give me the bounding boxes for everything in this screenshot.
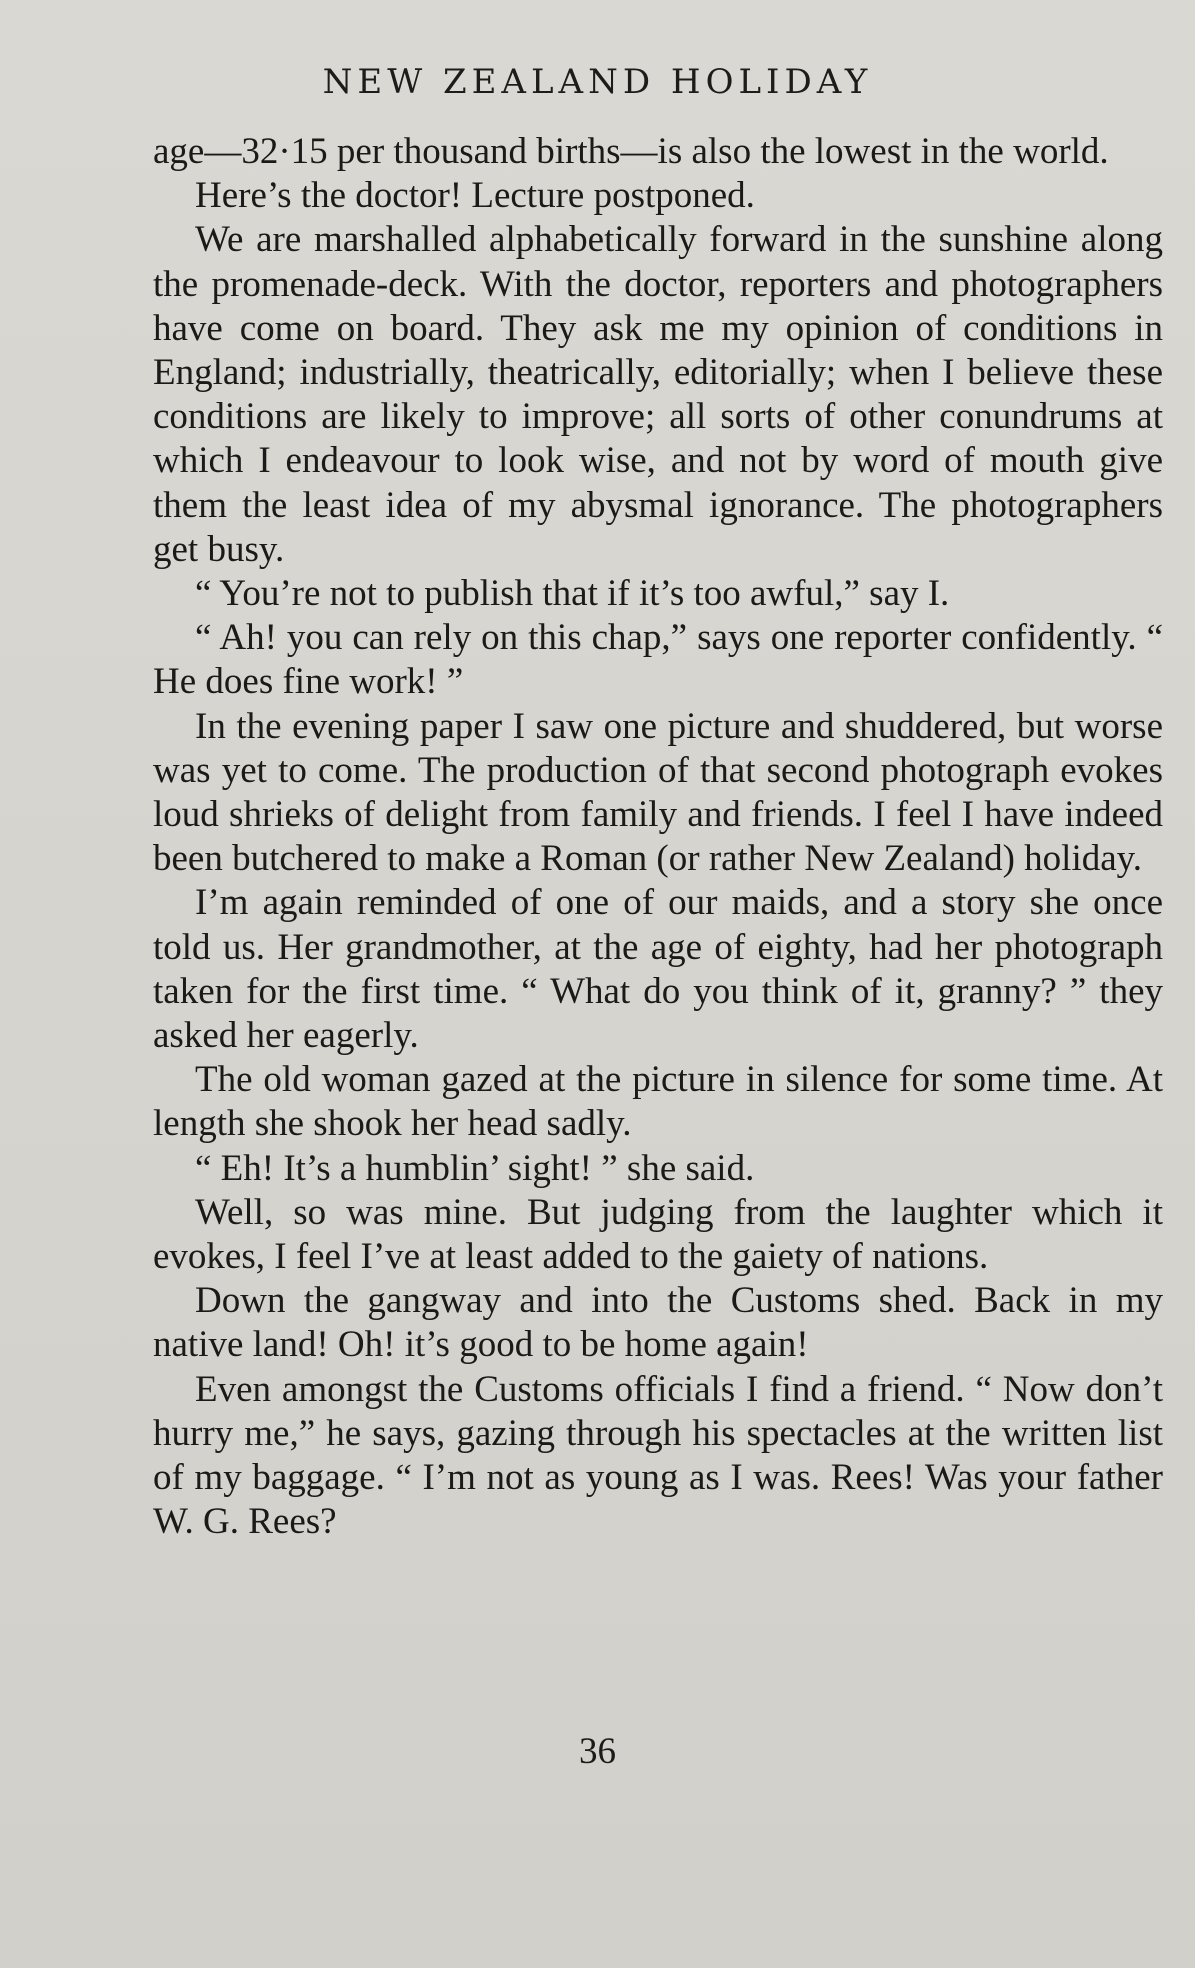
paragraph: Even amongst the Customs officials I find a friend. “ Now don’t hurry me,” he says, gazing through his spectacles at the written list of my baggage. “ I’m not as young as I was. Rees! Was your father W. G. Rees?	[153, 1368, 1163, 1543]
paragraph: “ Eh! It’s a humblin’ sight! ” she said.	[195, 1147, 755, 1189]
paragraph: I’m again reminded of one of our maids, and a story she once told us. Her grandmother, at the age of eighty, had her photograph taken for the first time. “ What do you think of it, granny? ” they asked her eagerly.	[153, 882, 1163, 1057]
paragraph: Here’s the doctor! Lecture postponed.	[195, 175, 755, 217]
paragraph: “ You’re not to publish that if it’s too awful,” say I.	[195, 573, 950, 615]
paragraph: “ Ah! you can rely on this chap,” says one reporter confidently. “ He does fine work! ”	[153, 617, 1163, 703]
paragraph: Down the gangway and into the Customs shed. Back in my native land! Oh! it’s good to be home again!	[153, 1280, 1163, 1366]
paragraph-continued: age—32·15 per thousand births—is also the lowest in the world.	[153, 131, 1109, 172]
paragraph: We are marshalled alphabetically forward in the sunshine along the promenade-deck. With the doctor, reporters and photographers have come on board. They ask me my opinion of conditions in England; industrially, theatrically, editorially; when I believe these conditions are likely to improve; all sorts of other conundrums at which I endeavour to look wise, and not by word of mouth give them the least idea of my abysmal ignorance. The photographers get busy.	[153, 219, 1163, 570]
page-number: 36	[579, 1731, 616, 1772]
paragraph: In the evening paper I saw one picture and shuddered, but worse was yet to come. The production of that second photograph evokes loud shrieks of delight from family and friends. I feel I have indeed been butchered to make a Roman (or rather New Zealand) holiday.	[153, 705, 1163, 880]
body-text	[153, 130, 1163, 1545]
running-head: NEW ZEALAND HOLIDAY	[322, 62, 873, 102]
paragraph: Well, so was mine. But judging from the laughter which it evokes, I feel I’ve at least added to the gaiety of nations.	[153, 1191, 1163, 1278]
paragraph: The old woman gazed at the picture in silence for some time. At length she shook her head sadly.	[153, 1059, 1163, 1145]
